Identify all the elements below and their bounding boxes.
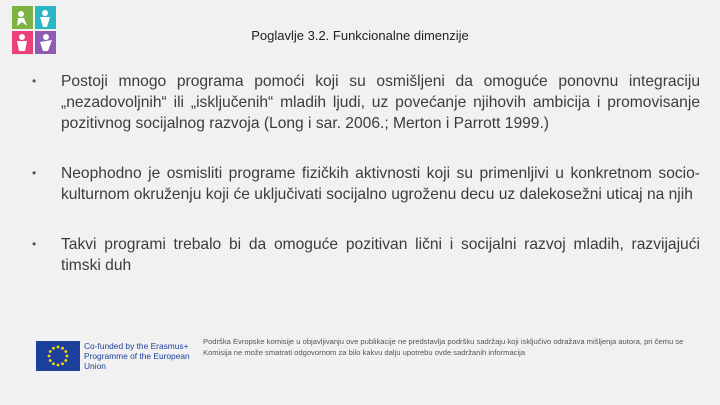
bullet-item — [32, 71, 700, 134]
eu-cofunded-text: Co-funded by the Erasmus+ Programme of the European Union — [84, 341, 190, 371]
bullet-list — [32, 71, 700, 276]
bullet-item — [32, 234, 700, 276]
page-title: Poglavlje 3.2. Funkcionalne dimenzije — [251, 28, 469, 43]
disclaimer-text: Podrška Evropske komisije u objavljivanju ove publikacije ne predstavlja podršku sadržaju koji isključivo odražava mišljenja autora, pri čemu se Komisija ne može smatrati odgovornom za bilo kakvu dalju upotrebu ovde sadržanih informacija — [203, 337, 684, 357]
bullet-text: Neophodno je osmisliti programe fizičkih aktivnosti koji su primenljivi u konkretnom socio-kulturnom okruženju koji će uključivati socijalno ugroženu decu uz dalekosežni uticaj na njih — [61, 165, 700, 203]
bullet-item — [32, 163, 700, 205]
bullet-text: Takvi programi trebalo bi da omoguće pozitivan lični i socijalni razvoj mladih, razvijajući timski duh — [61, 236, 700, 274]
bullet-marker: • — [32, 166, 37, 180]
bullet-marker: • — [32, 74, 37, 88]
logo-caption: ~~~~~~~~~~~~~~~~~~ — [12, 54, 34, 56]
eu-flag-icon — [36, 341, 80, 371]
bullet-text: Postoji mnogo programa pomoći koji su osmišljeni da omoguće ponovnu integraciju „nezadovoljnih“ ili „isključenih“ mladih ljudi, uz povećanje njihovih ambicija i promovisanje pozitivnog socijalnog razvoja (Long i sar. 2006.; Merton i Parrott 1999.) — [61, 73, 700, 132]
bullet-marker: • — [32, 237, 37, 251]
